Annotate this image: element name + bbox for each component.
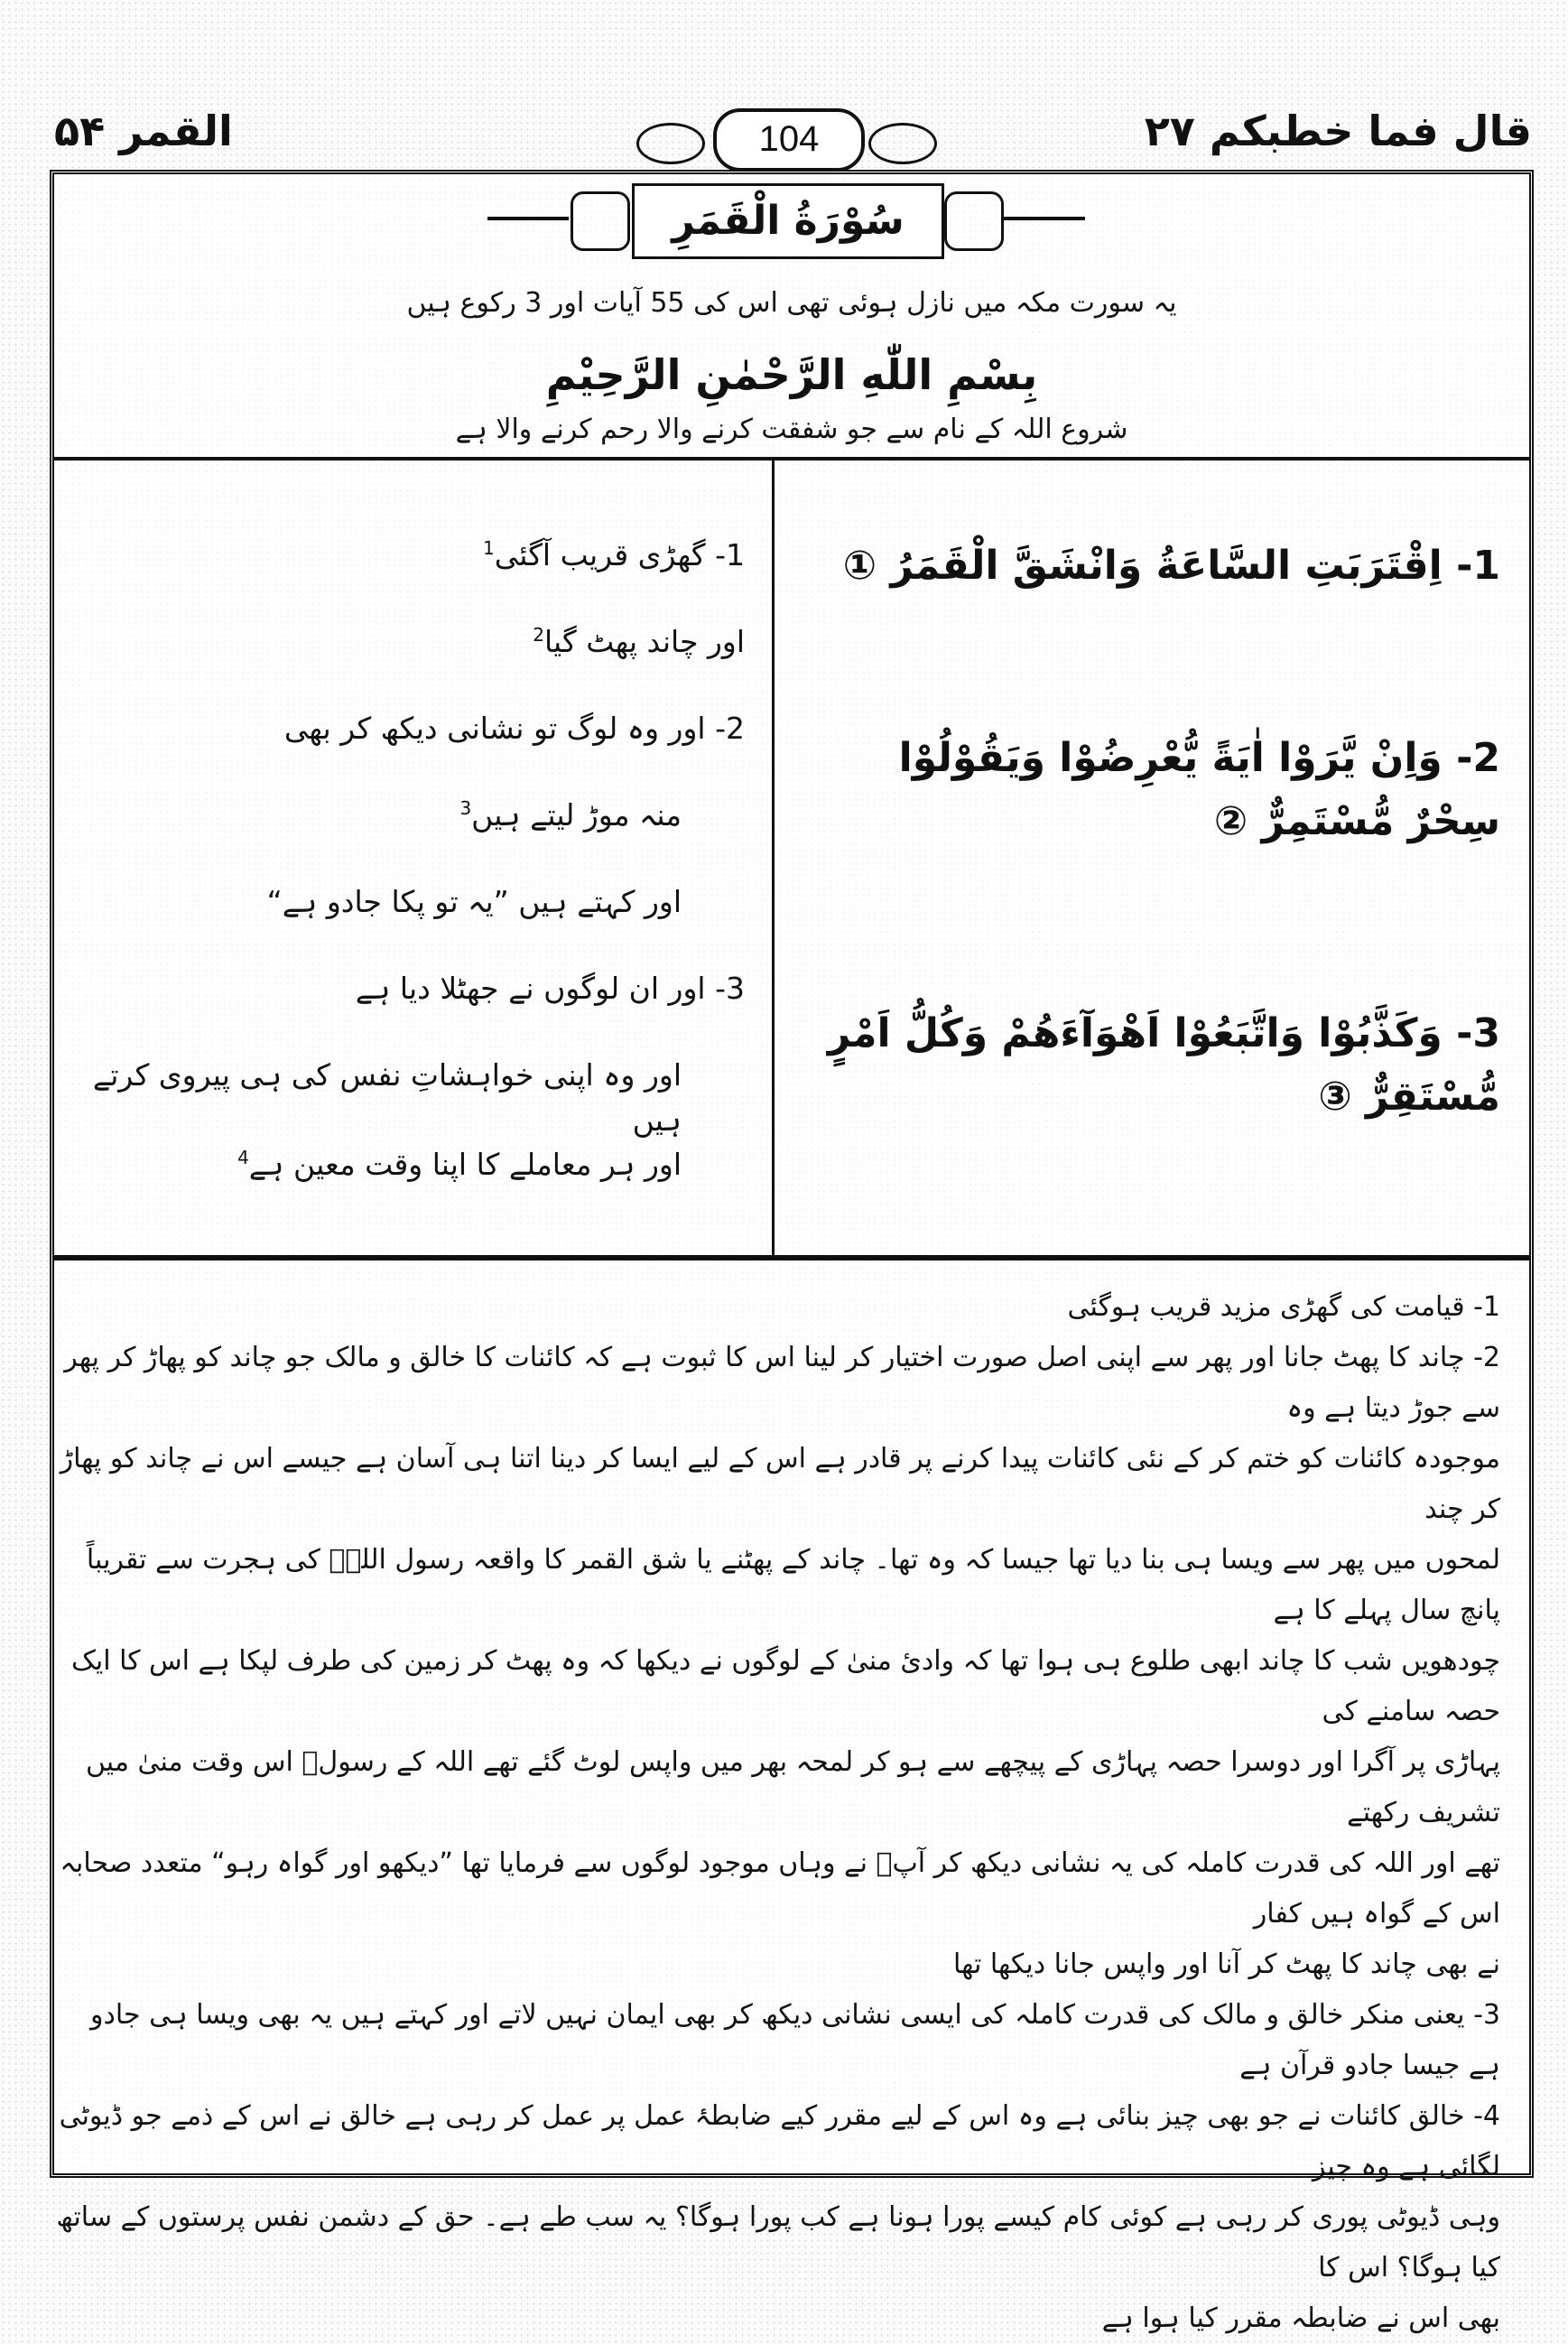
bismillah: بِسْمِ اللّٰهِ الرَّحْمٰنِ الرَّحِيْمِ <box>545 350 1038 399</box>
footnote-ref: 1 <box>483 537 495 559</box>
translation-line <box>68 533 745 619</box>
footnote-line: پہاڑی پر آگرا اور دوسرا حصہ پہاڑی کے پیچھے سے ہو کر لمحہ بھر میں واپس لوٹ گئے تھے اللہ کے رسولؐ اس وقت منیٰ میں تشریف رکھتے <box>85 1746 1500 1828</box>
translation-text: 1- گھڑی قریب آگئی <box>494 537 745 572</box>
ayah-2 <box>814 727 1500 854</box>
translation-line <box>68 1142 745 1229</box>
surah-intro: یہ سورت مکہ میں نازل ہوئی تھی اس کی 55 آیات اور 3 رکوع ہیں <box>406 287 1177 319</box>
translation-line <box>68 793 745 879</box>
footnote-line: 2- چاند کا پھٹ جانا اور پھر سے اپنی اصل صورت اختیار کر لینا اس کا ثبوت ہے کہ کائنات کا خالق و مالک جو چاند کو پھاڑ کر پھر سے جوڑ دیتا ہے وہ <box>64 1342 1500 1424</box>
footnote-line: موجودہ کائنات کو ختم کر کے نئی کائنات پیدا کرنے پر قادر ہے اس کے لیے ایسا کر دینا اتنا ہی آسان ہے جیسے اس نے چاند کو پھاڑ کر چند <box>60 1443 1500 1525</box>
divider <box>54 1255 1529 1260</box>
footnote-ref: 2 <box>533 624 544 646</box>
translation-text: منہ موڑ لیتے ہیں <box>471 797 682 832</box>
translation-column <box>68 533 745 1229</box>
ayah-number: 2- <box>1456 735 1500 781</box>
translation-line <box>68 706 745 793</box>
ayah-3 <box>814 1002 1500 1130</box>
translation-text: اور ہر معاملے کا اپنا وقت معین ہے <box>248 1147 682 1182</box>
translation-text: 2- اور وہ لوگ تو نشانی دیکھ کر بھی <box>283 711 745 746</box>
ornament-icon <box>571 191 630 251</box>
ayah-number: 1- <box>1456 543 1500 589</box>
footnote-ref: 3 <box>459 797 472 819</box>
translation-line <box>68 1053 745 1142</box>
ayah-1 <box>814 535 1500 598</box>
ayah-text: وَاِنْ يَّرَوْا اٰيَةً يُّعْرِضُوْا وَيَقُوْلُوْا سِحْرٌ مُّسْتَمِرٌّ ② <box>898 735 1500 845</box>
ornament-icon <box>868 123 937 164</box>
surah-title: سُوْرَةُ الْقَمَرِ <box>632 183 944 259</box>
footnote-line: بھی اس نے ضابطہ مقرر کیا ہوا ہے <box>1101 2302 1500 2334</box>
footnote-line: تھے اور اللہ کی قدرت کاملہ کی یہ نشانی دیکھ کر آپؐ نے وہاں موجود لوگوں سے فرمایا تھا ”دیکھو اور گواہ رہو“ متعدد صحابہ اس کے گواہ ہیں کفار <box>60 1847 1500 1930</box>
bismillah-translation: شروع اللہ کے نام سے جو شفقت کرنے والا رحم کرنے والا ہے <box>455 414 1128 445</box>
translation-text: اور وہ اپنی خواہشاتِ نفس کی ہی پیروی کرتے ہیں <box>92 1057 682 1138</box>
ayah-number: 3- <box>1456 1010 1500 1056</box>
column-divider <box>772 460 775 1255</box>
translation-line <box>68 966 745 1053</box>
title-rule <box>1004 217 1085 220</box>
footnote-line: 4- خالق کائنات نے جو بھی چیز بنائی ہے وہ اس کے لیے مقرر کیے ضابطۂ عمل پر عمل کر رہی ہے خالق نے اس کے ذمے جو ڈیوٹی لگائی ہے وہ چیز <box>59 2100 1500 2182</box>
translation-text: اور چاند پھٹ گیا <box>544 624 745 659</box>
translation-text: 3- اور ان لوگوں نے جھٹلا دیا ہے <box>355 971 745 1006</box>
footnote-line: نے بھی چاند کا پھٹ کر آنا اور واپس جانا دیکھا تھا <box>953 1949 1500 1980</box>
ayah-text: اِقْتَرَبَتِ السَّاعَةُ وَانْشَقَّ الْقَمَرُ ① <box>842 543 1443 589</box>
ornament-icon <box>636 123 705 164</box>
ayah-text: وَكَذَّبُوْا وَاتَّبَعُوْا اَهْوَآءَهُمْ وَكُلُّ اَمْرٍ مُّسْتَقِرٌّ ③ <box>827 1010 1500 1121</box>
page-number: 104 <box>713 108 865 172</box>
header-surah-ref: القمر ۵۴ <box>54 107 233 155</box>
footnote-line: وہی ڈیوٹی پوری کر رہی ہے کوئی کام کیسے پورا ہونا ہے کب پورا ہوگا؟ یہ سب طے ہے۔ حق کے دشمن نفس پرستوں کے ساتھ کیا ہوگا؟ اس کا <box>56 2201 1500 2284</box>
footnote-line: چودھویں شب کا چاند ابھی طلوع ہی ہوا تھا کہ وادیٔ منیٰ کے لوگوں نے دیکھا کہ وہ پھٹ کر زمین کی طرف لپکا ہے اس کا ایک حصہ سامنے کی <box>71 1645 1500 1727</box>
header-para-name: قال فما خطبكم ۲۷ <box>1144 107 1532 155</box>
translation-line <box>68 619 745 706</box>
translation-line <box>68 879 745 966</box>
footnote-line: لمحوں میں پھر سے ویسا ہی بنا دیا تھا جیسا کہ وہ تھا۔ چاند کے پھٹنے یا شق القمر کا واقعہ رسول اللہؐ کی ہجرت سے تقریباً پانچ سال پہلے کا ہے <box>86 1544 1500 1626</box>
footnote-ref: 4 <box>237 1147 249 1168</box>
translation-text: اور کہتے ہیں ”یہ تو پکا جادو ہے“ <box>266 884 682 919</box>
footnote-line: 3- یعنی منکر خالق و مالک کی قدرت کاملہ کی ایسی نشانی دیکھ کر بھی ایمان نہیں لاتے اور کہتے ہیں یہ بھی ویسا ہی جادو ہے جیسا جادو قرآن ہے <box>90 1999 1500 2081</box>
footnote-line: 1- قیامت کی گھڑی مزید قریب ہوگئی <box>1067 1291 1500 1323</box>
ornament-icon <box>944 191 1004 251</box>
footnotes <box>56 1282 1500 2344</box>
divider <box>54 457 1529 460</box>
title-rule <box>487 217 569 220</box>
